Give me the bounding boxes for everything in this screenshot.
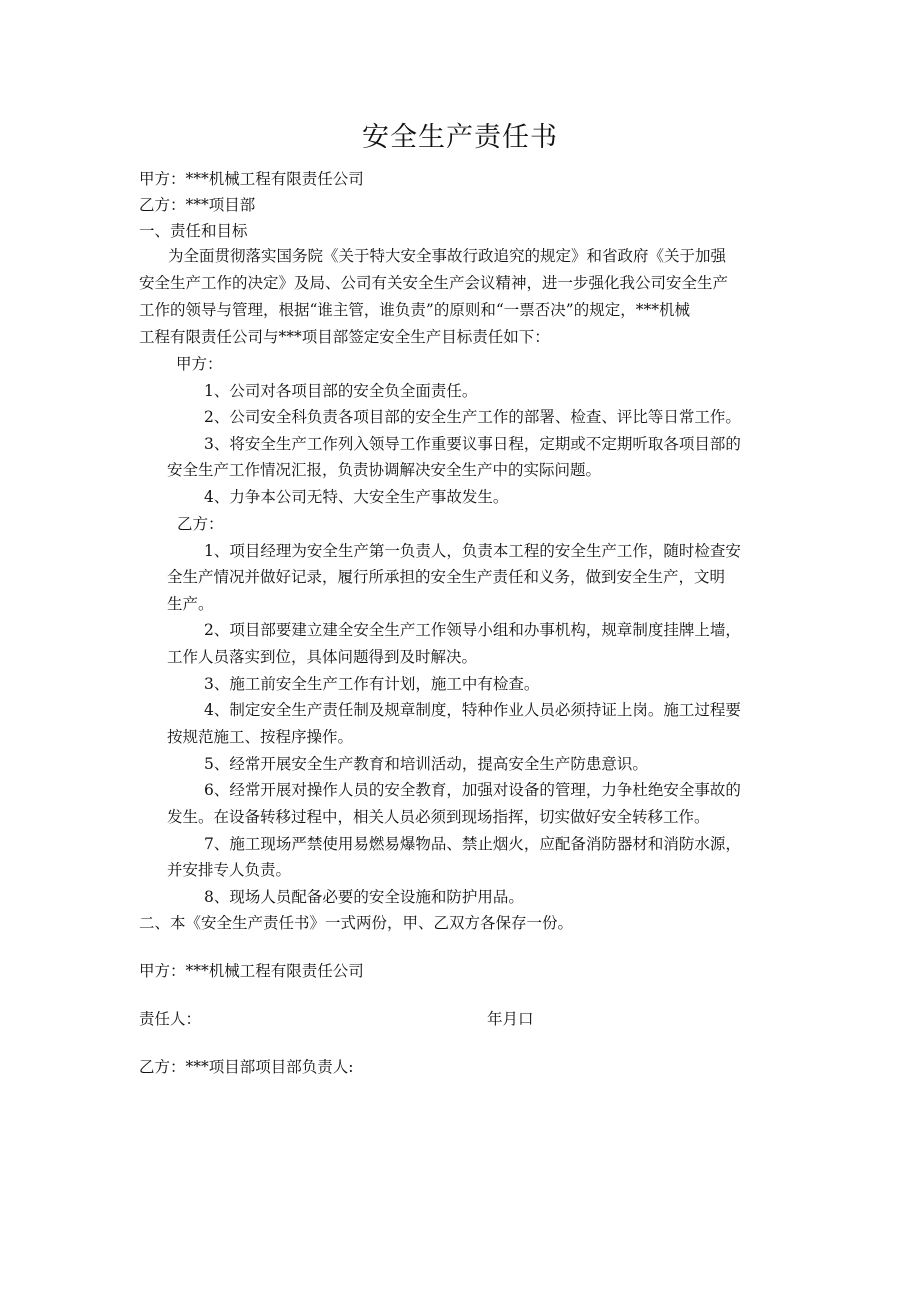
intro-line: 安全生产工作的决定》及局、公司有关安全生产会议精神，进一步强化我公司安全生产 [139,274,729,292]
party-b-item: 4、制定安全生产责任制及规章制度，特种作业人员必须持证上岗。施工过程要 [204,701,741,719]
party-a-header: 甲方：***机械工程有限责任公司 [139,170,364,188]
party-a-item: 4、力争本公司无特、大安全生产事故发生。 [204,488,509,506]
party-b-label: 乙方： [177,515,224,533]
party-b-item: 全生产情况并做好记录，履行所承担的安全生产责任和义务，做到安全生产，文明 [167,568,726,586]
party-a-item: 2、公司安全科负责各项目部的安全生产工作的部署、检查、评比等日常工作。 [204,408,741,426]
party-b-item: 工作人员落实到位，具体问题得到及时解决。 [167,648,478,666]
party-b-item: 6、经常开展对操作人员的安全教育，加强对设备的管理，力争杜绝安全事故的 [204,781,741,799]
section-2: 二、本《安全生产责任书》一式两份，甲、乙双方各保存一份。 [139,914,574,932]
intro-line: 工作的领导与管理，根据“谁主管，谁负责”的原则和“一票否决”的规定，***机械 [139,301,690,319]
signature-date: 年月口 [487,1010,534,1028]
party-a-label: 甲方： [176,355,223,373]
party-b-header: 乙方：***项目部 [139,196,256,214]
signature-party-b: 乙方：***项目部项目部负责人: [139,1058,354,1076]
party-b-item: 3、施工前安全生产工作有计划，施工中有检查。 [204,675,540,693]
document-title: 安全生产责任书 [362,122,558,153]
section-1-heading: 一、责任和目标 [139,222,248,240]
party-b-item: 5、经常开展安全生产教育和培训活动，提高安全生产防患意识。 [204,755,648,773]
intro-line: 工程有限责任公司与***项目部签定安全生产目标责任如下： [139,328,550,346]
party-b-item: 2、项目部要建立建全安全生产工作领导小组和办事机构，规章制度挂牌上墙， [204,621,741,639]
party-b-item: 8、现场人员配备必要的安全设施和防护用品。 [204,888,524,906]
signature-responsible: 责任人： [139,1010,202,1028]
party-b-item: 发生。在设备转移过程中，相关人员必须到现场指挥，切实做好安全转移工作。 [167,808,710,826]
party-b-item: 1、项目经理为安全生产第一负责人，负责本工程的安全生产工作，随时检查安 [204,542,741,560]
party-a-item: 1、公司对各项目部的安全负全面责任。 [204,382,478,400]
party-b-item: 生产。 [167,595,214,613]
party-b-item: 并安排专人负责。 [167,861,292,879]
party-a-item: 安全生产工作情况汇报，负责协调解决安全生产中的实际问题。 [167,461,602,479]
signature-party-a: 甲方：***机械工程有限责任公司 [139,962,364,980]
party-b-item: 按规范施工、按程序操作。 [167,728,354,746]
party-b-item: 7、施工现场严禁使用易燃易爆物品、禁止烟火，应配备消防器材和消防水源， [204,835,741,853]
party-a-item: 3、将安全生产工作列入领导工作重要议事日程，定期或不定期听取各项目部的 [204,435,741,453]
intro-line: 为全面贯彻落实国务院《关于特大安全事故行政追究的规定》和省政府《关于加强 [168,247,727,265]
